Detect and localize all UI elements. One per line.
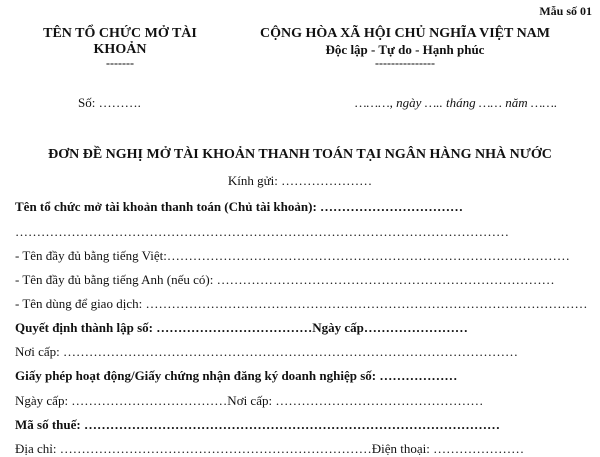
organization-header <box>20 26 220 68</box>
field-license-date-place: Ngày cấp: ………………………………Nơi cấp: ………………………………………… <box>15 393 484 408</box>
field-issued-place: Nơi cấp: …………………………………………………………………………………………… <box>15 344 519 359</box>
field-full-name-english: - Tên đầy đủ bằng tiếng Anh (nếu có): …………………………………………………………………… <box>15 272 555 287</box>
date-field: ………, ngày ….. tháng …… năm ……. <box>355 95 558 110</box>
field-address-phone: Địa chỉ: ………………………………………………………………Điện thoại: ………………… <box>15 441 525 456</box>
field-full-name-vietnamese: - Tên đầy đủ bằng tiếng Việt:………………………………………………………………………………… <box>15 248 570 263</box>
org-separator: ------- <box>106 56 134 70</box>
field-tax-code: Mã số thuế: …………………………………………………………………………………… <box>15 417 500 432</box>
document-title: ĐƠN ĐỀ NGHỊ MỞ TÀI KHOẢN THANH TOÁN TẠI NGÂN HÀNG NHÀ NƯỚC <box>48 147 552 162</box>
recipient-line: Kính gửi: ………………… <box>227 173 373 188</box>
republic-separator: --------------- <box>375 56 435 70</box>
field-trading-name: - Tên dùng để giao dịch: ………………………………………………………………………………………… <box>15 296 588 311</box>
document-number-field: Số: ………. <box>78 95 141 110</box>
form-number: Mẫu số 01 <box>539 4 592 18</box>
org-name-line1: TÊN TỔ CHỨC MỞ TÀI <box>43 26 197 41</box>
field-establishment-decision: Quyết định thành lập số: ………………………………Ngày cấp…………………… <box>15 320 468 335</box>
org-name-line2: KHOẢN <box>93 42 147 57</box>
field-org-name: Tên tổ chức mở tài khoản thanh toán (Chủ tài khoản): …………………………… <box>15 199 464 214</box>
republic-title: CỘNG HÒA XÃ HỘI CHỦ NGHĨA VIỆT NAM <box>259 26 550 41</box>
field-org-name-continuation: …………………………………………………………………………………………………… <box>15 224 509 239</box>
republic-header <box>230 26 580 68</box>
field-business-license: Giấy phép hoạt động/Giấy chứng nhận đăng ký doanh nghiệp số: ……………… <box>15 368 458 383</box>
national-motto: Độc lập - Tự do - Hạnh phúc <box>325 42 485 57</box>
